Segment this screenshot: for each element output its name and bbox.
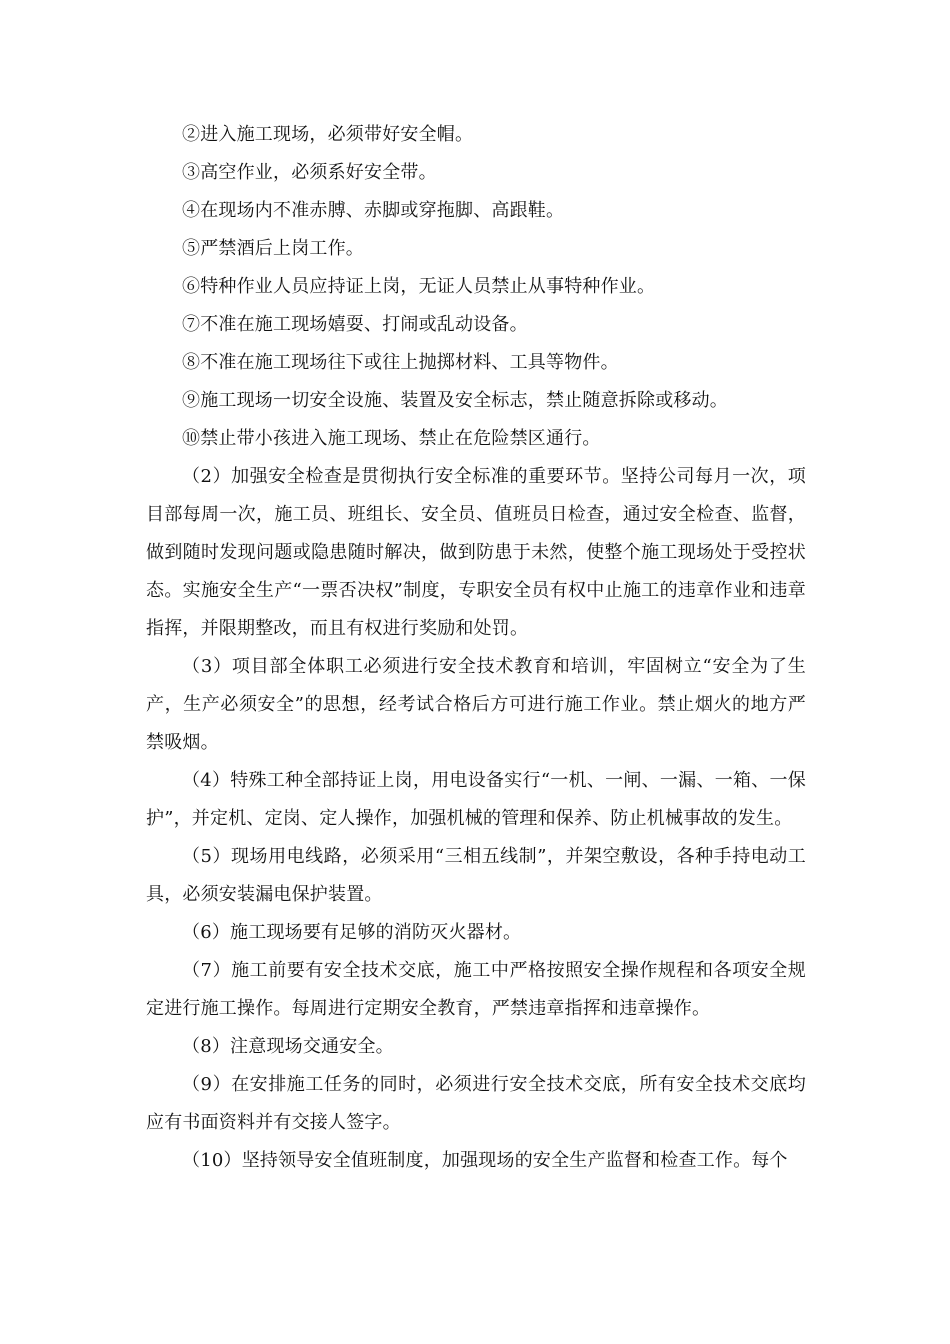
paragraph-7: （7）施工前要有安全技术交底，施工中严格按照安全操作规程和各项安全规定进行施工操作。每周进行定期安全教育，严禁违章指挥和违章操作。 [146,960,806,1019]
rule-item: ⑤严禁酒后上岗工作。 [182,238,364,259]
paragraph-3: （3）项目部全体职工必须进行安全技术教育和培训，牢固树立“安全为了生产，生产必须安全”的思想，经考试合格后方可进行施工作业。禁止烟火的地方严禁吸烟。 [146,656,806,753]
document-body [146,116,806,1180]
paragraph-4: （4）特殊工种全部持证上岗，用电设备实行“一机、一闸、一漏、一箱、一保护”，并定机、定岗、定人操作，加强机械的管理和保养、防止机械事故的发生。 [146,770,806,829]
paragraph-5: （5）现场用电线路，必须采用“三相五线制”，并架空敷设，各种手持电动工具，必须安装漏电保护装置。 [146,846,806,905]
rule-item: ④在现场内不准赤膊、赤脚或穿拖脚、高跟鞋。 [182,200,565,221]
rule-item: ⑧不准在施工现场往下或往上抛掷材料、工具等物件。 [182,352,619,373]
paragraph-8: （8）注意现场交通安全。 [182,1036,394,1057]
paragraph-9: （9）在安排施工任务的同时，必须进行安全技术交底，所有安全技术交底均应有书面资料并有交接人签字。 [146,1074,806,1133]
rule-item: ⑥特种作业人员应持证上岗，无证人员禁止从事特种作业。 [182,276,656,297]
rule-item: ③高空作业，必须系好安全带。 [182,162,437,183]
rule-item: ⑦不准在施工现场嬉耍、打闹或乱动设备。 [182,314,528,335]
paragraph-10: （10）坚持领导安全值班制度，加强现场的安全生产监督和检查工作。每个 [182,1150,788,1171]
paragraph-2: （2）加强安全检查是贯彻执行安全标准的重要环节。坚持公司每月一次，项目部每周一次，施工员、班组长、安全员、值班员日检查，通过安全检查、监督，做到随时发现问题或隐患随时解决，做到防患于未然，使整个施工现场处于受控状态。实施安全生产“一票否决权”制度，专职安全员有权中止施工的违章作业和违章指挥，并限期整改，而且有权进行奖励和处罚。 [146,466,806,639]
rule-item: ⑨施工现场一切安全设施、装置及安全标志，禁止随意拆除或移动。 [182,390,728,411]
paragraph-6: （6）施工现场要有足够的消防灭火器材。 [182,922,522,943]
rule-item: ⑩禁止带小孩进入施工现场、禁止在危险禁区通行。 [182,428,601,449]
rule-item: ②进入施工现场，必须带好安全帽。 [182,124,474,145]
